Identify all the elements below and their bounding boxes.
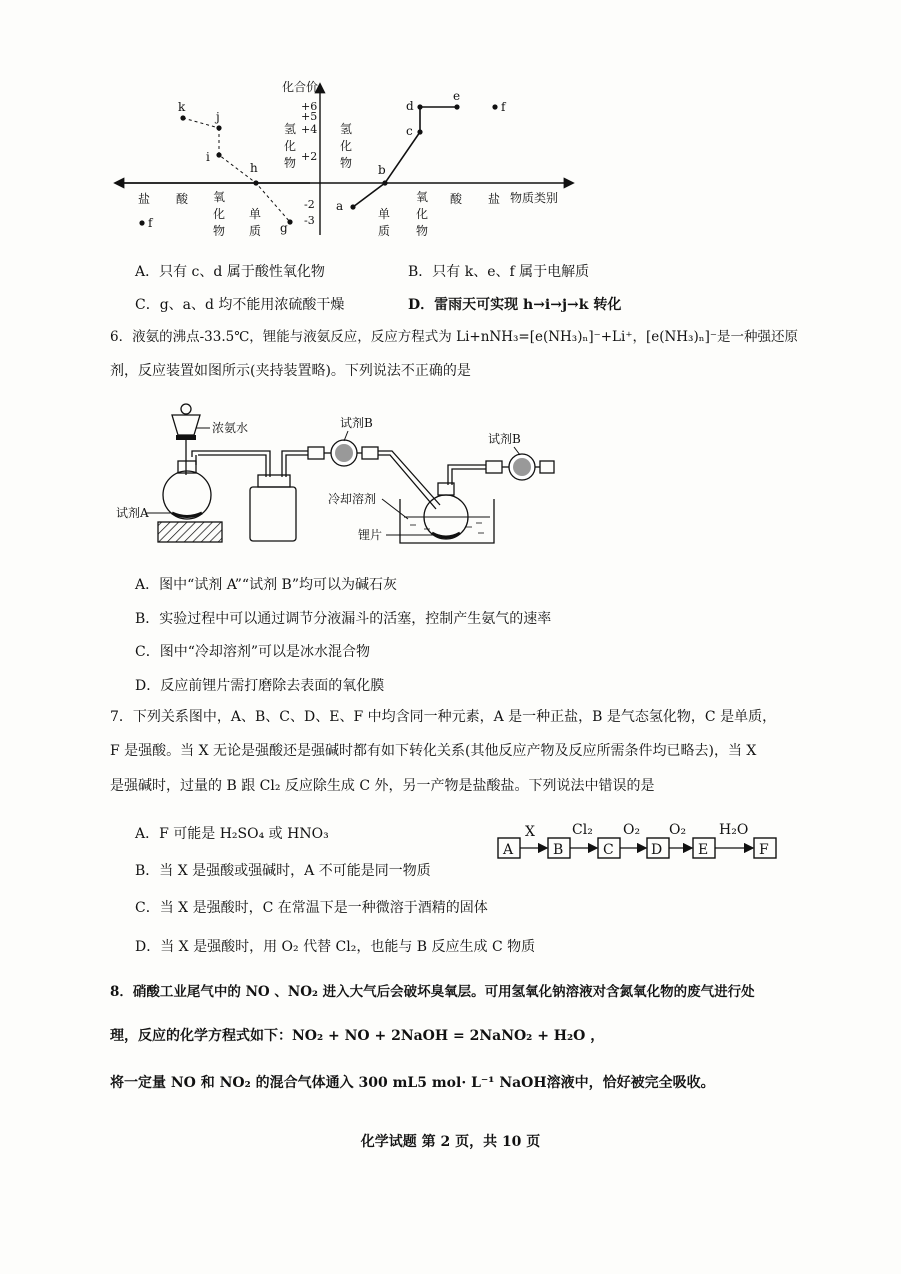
label-reagent-b1: 试剂B (340, 416, 373, 430)
flow-box-b: B (553, 842, 564, 858)
tick-label: +4 (301, 123, 318, 136)
q5-option-b: B．只有 k、e、f 属于电解质 (408, 264, 590, 280)
category-oxide-right (416, 190, 428, 238)
label-coolant: 冷却溶剂 (328, 492, 377, 506)
label-ammonia-water: 浓氨水 (212, 421, 249, 435)
svg-text:氧: 氧 (213, 190, 226, 204)
ammonia-apparatus-diagram (110, 395, 580, 555)
point-label-i: i (206, 150, 210, 164)
svg-text:化: 化 (340, 139, 353, 153)
svg-text:单: 单 (378, 207, 391, 221)
svg-text:物: 物 (284, 156, 297, 170)
q7-option-d: D．当 X 是强酸时，用 O₂ 代替 Cl₂，也能与 B 反应生成 C 物质 (135, 939, 536, 955)
point-label-d: d (406, 99, 414, 113)
q7-option-a: A．F 可能是 H₂SO₄ 或 HNO₃ (135, 826, 329, 842)
category-element-right (378, 207, 390, 238)
flow-box-f: F (759, 842, 769, 858)
svg-text:化: 化 (284, 139, 297, 153)
q6-option-d: D．反应前锂片需打磨除去表面的氧化膜 (135, 678, 385, 694)
flow-arrow-cl2: Cl₂ (572, 822, 593, 838)
q7-option-b: B．当 X 是强酸或强碱时，A 不可能是同一物质 (135, 863, 431, 879)
q6-option-c: C．图中“冷却溶剂”可以是冰水混合物 (135, 644, 371, 660)
category-element-left (249, 207, 261, 238)
flow-box-e: E (698, 842, 709, 858)
tick-label: +5 (301, 110, 318, 123)
point-label-f-right: f (501, 100, 506, 114)
q7-stem-line1: 7．下列关系图中，A、B、C、D、E、F 中均含同一种元素，A 是一种正盐，B 是气态氢化物，C 是单质， (110, 709, 777, 725)
point-label-g: g (280, 221, 288, 235)
category-label: 酸 (176, 192, 189, 206)
q5-option-d: D．雷雨天可实现 h→i→j→k 转化 (408, 297, 622, 313)
svg-text:化: 化 (416, 207, 429, 221)
svg-text:质: 质 (249, 224, 262, 238)
point-label-k: k (178, 100, 186, 114)
hydride-label-left (284, 122, 296, 170)
point-label-j: j (216, 110, 220, 124)
svg-text:化: 化 (213, 207, 226, 221)
category-oxide-left (213, 190, 225, 238)
flow-box-d: D (651, 842, 663, 858)
tick-label: -2 (304, 198, 315, 211)
svg-text:单: 单 (249, 207, 262, 221)
q8-line2: 理，反应的化学方程式如下：NO₂ + NO + 2NaOH = 2NaNO₂ + H₂O ， (110, 1028, 605, 1044)
flow-arrow-h2o: H₂O (719, 822, 749, 838)
q6-stem-line1: 6．液氨的沸点-33.5℃，锂能与液氨反应，反应方程式为 Li+nNH₃=[e(NH₃)ₙ]⁻+Li⁺，[e(NH₃)ₙ]⁻是一种强还原 (110, 329, 798, 345)
svg-text:氢: 氢 (340, 122, 353, 136)
point-label-b: b (378, 163, 386, 177)
hydride-label-right (340, 122, 352, 170)
q8-line1: 8．硝酸工业尾气中的 NO 、NO₂ 进入大气后会破坏臭氧层。可用氢氧化钠溶液对含氮氧化物的废气进行处 (110, 984, 755, 1000)
svg-text:氧: 氧 (416, 190, 429, 204)
q5-option-a: A．只有 c、d 属于酸性氧化物 (135, 264, 325, 280)
page-footer: 化学试题 第 2 页，共 10 页 (360, 1134, 541, 1150)
svg-text:氢: 氢 (284, 122, 297, 136)
q6-option-b: B．实验过程中可以通过调节分液漏斗的活塞，控制产生氨气的速率 (135, 611, 552, 627)
flow-arrow-o2-2: O₂ (669, 822, 687, 838)
point-label-f-left: f (148, 216, 153, 230)
point-label-h: h (250, 161, 258, 175)
q7-stem-line2: F 是强酸。当 X 无论是强酸还是强碱时都有如下转化关系(其他反应产物及反应所需条件均已略去)，当 X (110, 743, 757, 759)
point-label-e: e (453, 89, 461, 103)
svg-text:质: 质 (378, 224, 391, 238)
flow-box-c: C (603, 842, 614, 858)
q7-option-c: C．当 X 是强酸时，C 在常温下是一种微溶于酒精的固体 (135, 900, 488, 916)
flow-arrow-o2-1: O₂ (623, 822, 641, 838)
y-axis-label: 化合价 (282, 80, 319, 94)
q8-line3: 将一定量 NO 和 NO₂ 的混合气体通入 300 mL5 mol· L⁻¹ NaOH溶液中，恰好被完全吸收。 (110, 1075, 715, 1091)
category-label: 盐 (488, 192, 501, 206)
svg-text:物: 物 (340, 156, 353, 170)
q5-option-c: C．g、a、d 均不能用浓硫酸干燥 (135, 297, 345, 313)
valence-class-chart (110, 75, 580, 245)
flow-box-a: A (503, 842, 514, 858)
tick-label: -3 (304, 214, 315, 227)
q6-stem-line2: 剂，反应装置如图所示(夹持装置略)。下列说法不正确的是 (110, 363, 471, 379)
label-reagent-a: 试剂A (116, 506, 149, 520)
tick-label: +6 (301, 100, 318, 113)
label-lithium: 锂片 (358, 528, 383, 542)
point-label-a: a (336, 199, 344, 213)
tick-label: +2 (301, 150, 318, 163)
flow-arrow-x: X (525, 824, 535, 840)
category-label: 酸 (450, 192, 463, 206)
x-axis-label: 物质类别 (510, 191, 559, 205)
q7-stem-line3: 是强碱时，过量的 B 跟 Cl₂ 反应除生成 C 外，另一产物是盐酸盐。下列说法中错误的是 (110, 778, 655, 794)
conversion-flow-diagram (492, 818, 792, 866)
point-label-c: c (406, 124, 413, 138)
svg-text:物: 物 (213, 224, 226, 238)
svg-text:物: 物 (416, 224, 429, 238)
q6-option-a: A．图中“试剂 A”“试剂 B”均可以为碱石灰 (135, 577, 397, 593)
label-reagent-b2: 试剂B (488, 432, 521, 446)
category-label: 盐 (138, 192, 151, 206)
